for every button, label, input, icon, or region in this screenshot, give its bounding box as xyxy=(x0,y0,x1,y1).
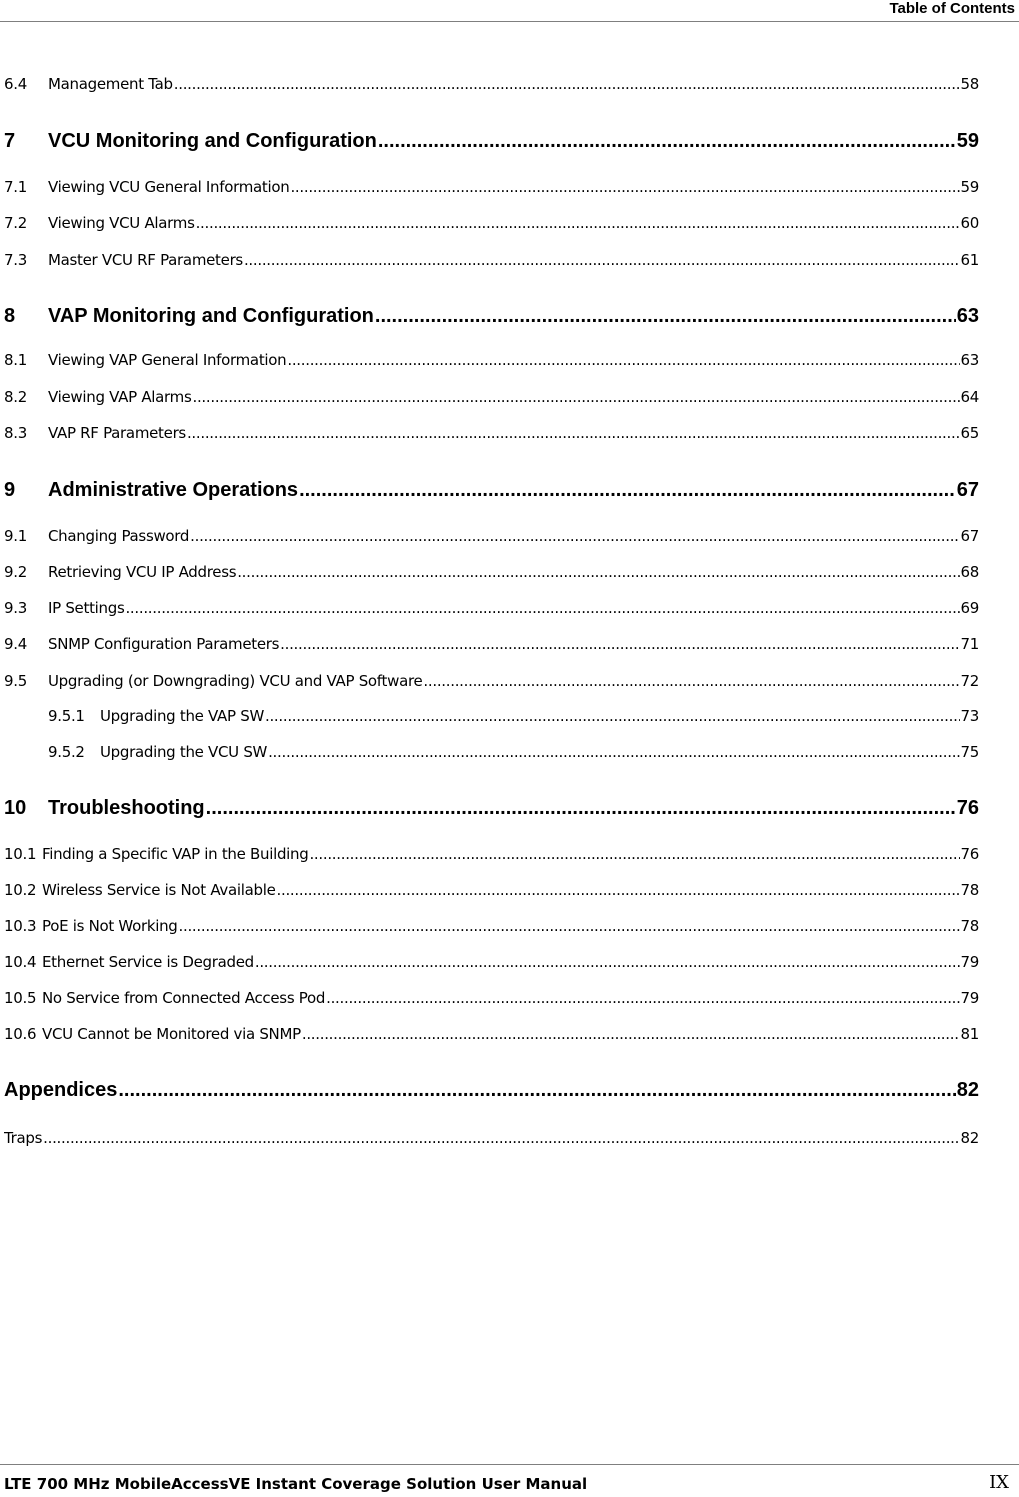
toc-entry-title: Viewing VCU General Information xyxy=(48,178,290,196)
toc-chapter-page: 63 xyxy=(956,305,979,327)
toc-entry-number: 10.3 xyxy=(4,917,37,935)
toc-entry-title: Finding a Specific VAP in the Building xyxy=(42,845,309,863)
dot-leader xyxy=(265,705,960,727)
toc-entry-number: 10.6 xyxy=(4,1025,37,1043)
toc-entry-10-1[interactable] xyxy=(4,843,979,865)
toc-entry-page: 73 xyxy=(960,707,979,725)
toc-entry-number: 9.2 xyxy=(4,563,27,581)
dot-leader xyxy=(378,127,956,155)
toc-entry-number: 9.5.1 xyxy=(48,707,85,725)
toc-chapter-page: 59 xyxy=(956,130,979,152)
toc-entry-title: Management Tab xyxy=(48,75,173,93)
document-title: LTE 700 MHz MobileAccessVE Instant Coverage Solution User Manual xyxy=(4,1475,588,1493)
toc-entry-page: 79 xyxy=(960,989,979,1007)
toc-entry-number: 9.4 xyxy=(4,635,27,653)
dot-leader xyxy=(268,741,959,763)
toc-entry-title: Ethernet Service is Degraded xyxy=(42,953,254,971)
dot-leader xyxy=(287,349,959,371)
toc-entry-page: 82 xyxy=(960,1129,979,1147)
dot-leader xyxy=(179,915,960,937)
dot-leader xyxy=(206,794,956,822)
toc-chapter-7[interactable] xyxy=(4,127,979,155)
dot-leader xyxy=(280,633,959,655)
toc-entry-title: Viewing VCU Alarms xyxy=(48,214,195,232)
toc-entry-title: VAP RF Parameters xyxy=(48,424,186,442)
dot-leader xyxy=(423,670,959,692)
dot-leader xyxy=(255,951,960,973)
toc-entry-title: No Service from Connected Access Pod xyxy=(42,989,326,1007)
dot-leader xyxy=(375,302,956,330)
page-number: IX xyxy=(989,1472,1009,1493)
toc-entry-number: 8.2 xyxy=(4,388,27,406)
toc-chapter-number: 8 xyxy=(4,305,16,327)
toc-chapter-8[interactable] xyxy=(4,302,979,330)
toc-entry-page: 76 xyxy=(960,845,979,863)
toc-entry-10-6[interactable] xyxy=(4,1023,979,1045)
toc-chapter-number: 7 xyxy=(4,130,16,152)
dot-leader xyxy=(277,879,960,901)
toc-entry-title: Upgrading the VCU SW xyxy=(100,743,268,761)
toc-entry-9-1[interactable] xyxy=(4,525,979,547)
toc-entry-9-5-1[interactable] xyxy=(4,705,979,727)
toc-entry-page: 71 xyxy=(960,635,979,653)
toc-entry-page: 64 xyxy=(960,388,979,406)
dot-leader xyxy=(187,422,960,444)
dot-leader xyxy=(43,1127,959,1149)
toc-entry-page: 68 xyxy=(960,563,979,581)
toc-entry-title: SNMP Configuration Parameters xyxy=(48,635,280,653)
toc-entry-title: Viewing VAP Alarms xyxy=(48,388,192,406)
toc-entry-page: 65 xyxy=(960,424,979,442)
dot-leader xyxy=(326,987,959,1009)
toc-entry-9-3[interactable] xyxy=(4,597,979,619)
toc-entry-10-5[interactable] xyxy=(4,987,979,1009)
toc-entry-page: 72 xyxy=(960,672,979,690)
dot-leader xyxy=(299,476,956,504)
toc-entry-8-2[interactable] xyxy=(4,386,979,408)
toc-entry-traps[interactable] xyxy=(4,1127,979,1149)
toc-entry-title: PoE is Not Working xyxy=(42,917,178,935)
dot-leader xyxy=(237,561,959,583)
toc-chapter-title: VCU Monitoring and Configuration xyxy=(48,130,377,152)
toc-entry-page: 67 xyxy=(960,527,979,545)
dot-leader xyxy=(193,386,960,408)
page-header xyxy=(0,0,1019,22)
toc-entry-number: 9.5.2 xyxy=(48,743,85,761)
toc-entry-9-5[interactable] xyxy=(4,670,979,692)
dot-leader xyxy=(196,212,960,234)
toc-entry-number: 9.5 xyxy=(4,672,27,690)
toc-entry-10-2[interactable] xyxy=(4,879,979,901)
header-title: Table of Contents xyxy=(889,0,1015,17)
toc-entry-number: 10.2 xyxy=(4,881,37,899)
toc-entry-page: 60 xyxy=(960,214,979,232)
toc-entry-title: Retrieving VCU IP Address xyxy=(48,563,237,581)
toc-entry-7-1[interactable] xyxy=(4,176,979,198)
toc-entry-number: 10.4 xyxy=(4,953,37,971)
toc-entry-number: 8.1 xyxy=(4,351,27,369)
toc-entry-number: 9.3 xyxy=(4,599,27,617)
toc-entry-number: 8.3 xyxy=(4,424,27,442)
toc-entry-title: Wireless Service is Not Available xyxy=(42,881,276,899)
toc-entry-title: Master VCU RF Parameters xyxy=(48,251,243,269)
toc-appendices[interactable] xyxy=(4,1076,979,1104)
toc-entry-page: 75 xyxy=(960,743,979,761)
toc-chapter-page: 76 xyxy=(956,797,979,819)
toc-entry-title: Traps xyxy=(4,1129,43,1147)
toc-entry-7-3[interactable] xyxy=(4,249,979,271)
toc-chapter-title: Appendices xyxy=(4,1079,118,1101)
toc-entry-6-4[interactable] xyxy=(4,73,979,95)
toc-entry-title: Upgrading the VAP SW xyxy=(100,707,264,725)
toc-entry-9-5-2[interactable] xyxy=(4,741,979,763)
toc-entry-number: 6.4 xyxy=(4,75,27,93)
toc-chapter-title: Troubleshooting xyxy=(48,797,205,819)
toc-chapter-9[interactable] xyxy=(4,476,979,504)
toc-chapter-title: VAP Monitoring and Configuration xyxy=(48,305,374,327)
dot-leader xyxy=(302,1023,960,1045)
toc-entry-8-1[interactable] xyxy=(4,349,979,371)
toc-entry-8-3[interactable] xyxy=(4,422,979,444)
dot-leader xyxy=(309,843,959,865)
toc-entry-page: 69 xyxy=(960,599,979,617)
toc-entry-page: 63 xyxy=(960,351,979,369)
toc-entry-9-4[interactable] xyxy=(4,633,979,655)
toc-chapter-number: 9 xyxy=(4,479,16,501)
toc-entry-title: VCU Cannot be Monitored via SNMP xyxy=(42,1025,301,1043)
toc-chapter-10[interactable] xyxy=(4,794,979,822)
toc-chapter-number: 10 xyxy=(4,797,27,819)
page-footer xyxy=(0,1464,1019,1497)
toc-entry-page: 59 xyxy=(960,178,979,196)
dot-leader xyxy=(174,73,960,95)
toc-entry-number: 10.1 xyxy=(4,845,37,863)
toc-entry-page: 58 xyxy=(960,75,979,93)
toc-entry-page: 61 xyxy=(960,251,979,269)
toc-entry-number: 9.1 xyxy=(4,527,27,545)
toc-entry-title: IP Settings xyxy=(48,599,125,617)
toc-entry-number: 7.1 xyxy=(4,178,27,196)
dot-leader xyxy=(290,176,959,198)
toc-entry-number: 7.3 xyxy=(4,251,27,269)
toc-entry-number: 10.5 xyxy=(4,989,37,1007)
toc-chapter-page: 67 xyxy=(956,479,979,501)
dot-leader xyxy=(125,597,959,619)
dot-leader xyxy=(190,525,959,547)
toc-chapter-title: Administrative Operations xyxy=(48,479,299,501)
toc-entry-7-2[interactable] xyxy=(4,212,979,234)
toc-entry-title: Upgrading (or Downgrading) VCU and VAP Software xyxy=(48,672,423,690)
toc-entry-page: 81 xyxy=(960,1025,979,1043)
toc-entry-page: 79 xyxy=(960,953,979,971)
toc-entry-9-2[interactable] xyxy=(4,561,979,583)
toc-entry-10-4[interactable] xyxy=(4,951,979,973)
dot-leader xyxy=(118,1076,955,1104)
toc-entry-title: Changing Password xyxy=(48,527,190,545)
toc-chapter-page: 82 xyxy=(956,1079,979,1101)
dot-leader xyxy=(244,249,960,271)
toc-entry-10-3[interactable] xyxy=(4,915,979,937)
toc-entry-title: Viewing VAP General Information xyxy=(48,351,287,369)
toc-entry-number: 7.2 xyxy=(4,214,27,232)
toc-entry-page: 78 xyxy=(960,881,979,899)
toc-entry-page: 78 xyxy=(960,917,979,935)
